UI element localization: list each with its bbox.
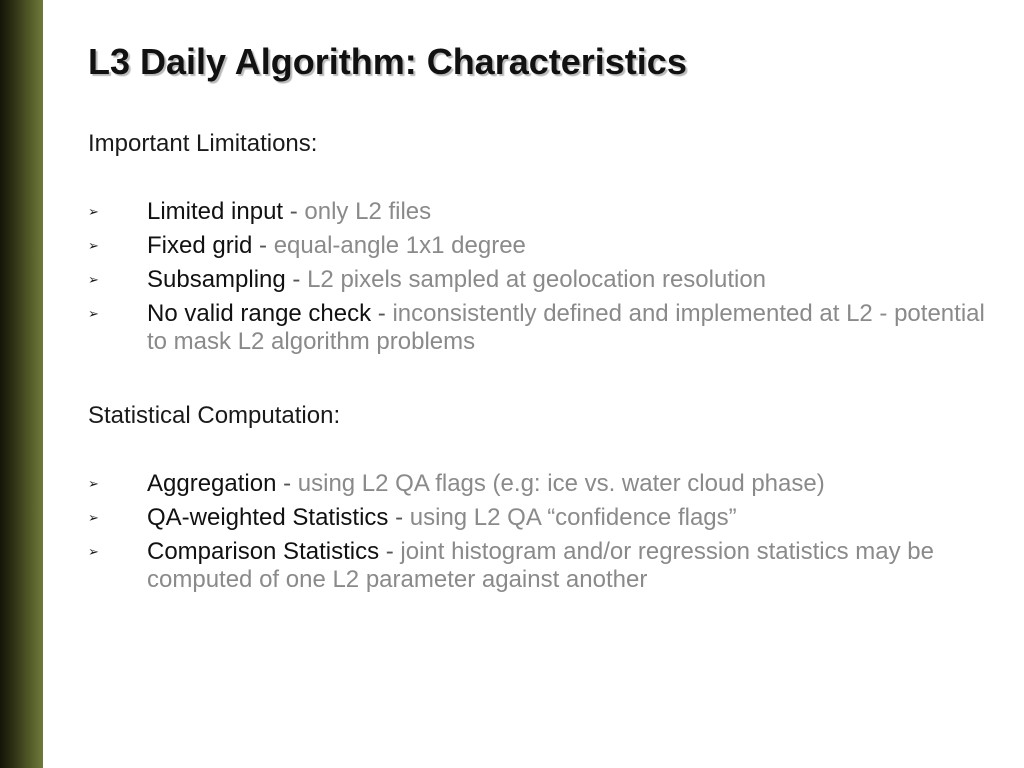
slide-title: L3 Daily Algorithm: Characteristics bbox=[88, 41, 687, 82]
arrowhead-bullet-icon: ➢ bbox=[88, 476, 99, 491]
list-item bbox=[88, 504, 988, 532]
item-description: L2 pixels sampled at geolocation resolution bbox=[307, 266, 767, 293]
arrowhead-bullet-icon: ➢ bbox=[88, 306, 99, 321]
item-separator: - bbox=[285, 266, 308, 293]
side-decoration-bar bbox=[0, 0, 43, 768]
list-item bbox=[88, 300, 988, 356]
arrowhead-bullet-icon: ➢ bbox=[88, 510, 99, 525]
slide-content bbox=[88, 130, 988, 600]
list-item bbox=[88, 198, 988, 226]
item-term: No valid range check bbox=[147, 300, 372, 327]
item-term: QA-weighted Statistics bbox=[147, 504, 389, 531]
item-description: only L2 files bbox=[304, 198, 432, 225]
item-separator: - bbox=[371, 300, 393, 327]
item-term: Limited input bbox=[147, 198, 284, 225]
item-description: inconsistently defined and implemented at L2 - potential to mask L2 algorithm problems bbox=[147, 300, 985, 355]
item-separator: - bbox=[276, 470, 298, 497]
item-separator: - bbox=[388, 504, 410, 531]
arrowhead-bullet-icon: ➢ bbox=[88, 204, 99, 219]
arrowhead-bullet-icon: ➢ bbox=[88, 238, 99, 253]
section-heading-limitations: Important Limitations: bbox=[88, 130, 318, 157]
section-heading-statistical-computation: Statistical Computation: bbox=[88, 402, 341, 429]
arrowhead-bullet-icon: ➢ bbox=[88, 544, 99, 559]
list-item bbox=[88, 538, 988, 594]
item-separator: - bbox=[252, 232, 274, 259]
list-item bbox=[88, 266, 988, 294]
item-description: equal-angle 1x1 degree bbox=[273, 232, 526, 259]
limitations-list bbox=[88, 198, 988, 356]
item-term: Aggregation bbox=[147, 470, 277, 497]
item-term: Comparison Statistics bbox=[147, 538, 380, 565]
list-item bbox=[88, 470, 988, 498]
item-description: using L2 QA “confidence flags” bbox=[409, 504, 737, 531]
item-term: Subsampling bbox=[147, 266, 286, 293]
item-separator: - bbox=[283, 198, 305, 225]
item-description: joint histogram and/or regression statistics may be computed of one L2 parameter against another bbox=[147, 538, 934, 593]
item-term: Fixed grid bbox=[147, 232, 253, 259]
item-description: using L2 QA flags (e.g: ice vs. water cloud phase) bbox=[297, 470, 825, 497]
list-item bbox=[88, 232, 988, 260]
item-separator: - bbox=[379, 538, 401, 565]
statistical-computation-list bbox=[88, 470, 988, 594]
arrowhead-bullet-icon: ➢ bbox=[88, 272, 99, 287]
